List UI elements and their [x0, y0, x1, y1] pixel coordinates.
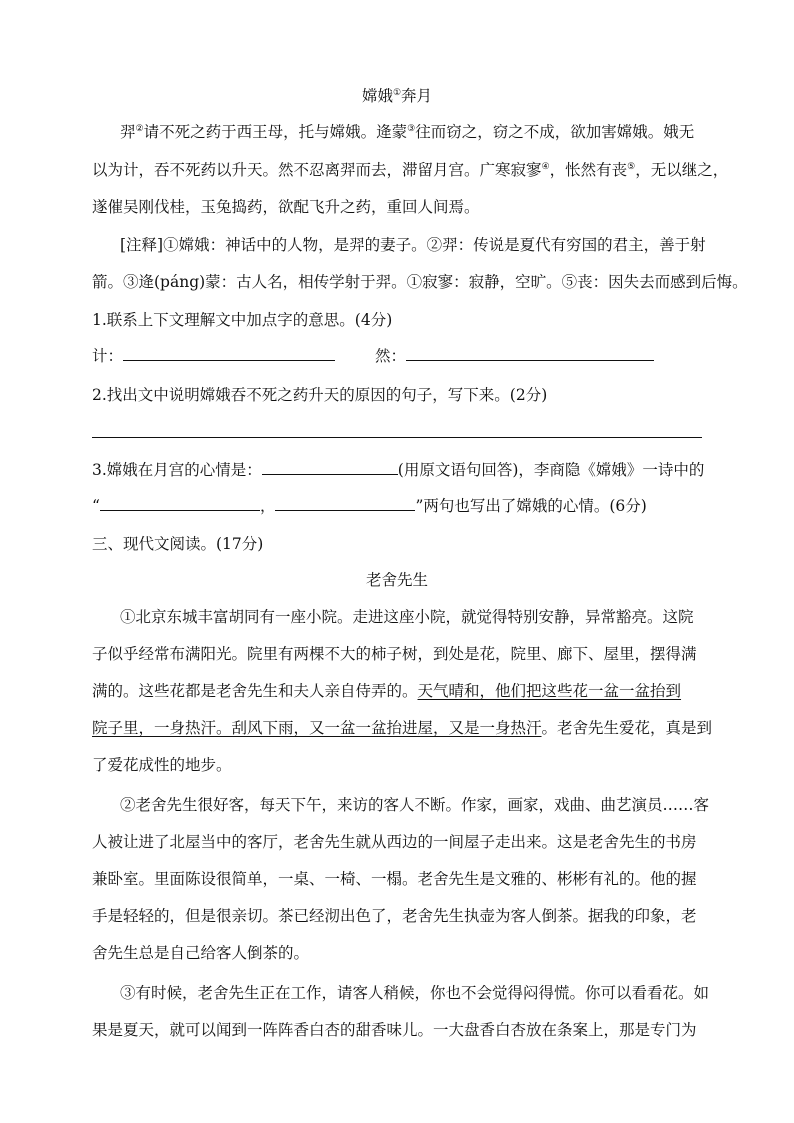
p2-line-3: 兼卧室。里面陈设很简单，一桌、一椅、一榻。老舍先生是文雅的、彬彬有礼的。他的握 [92, 870, 697, 888]
classical-title: 嫦娥①奔月 [361, 87, 433, 105]
answer-blank-mood[interactable] [262, 460, 398, 475]
notes-line-1: [注释]①嫦娥：神话中的人物，是羿的妻子。②羿：传说是夏代有穷国的君主，善于射 [120, 236, 706, 254]
modern-text-title: 老舍先生 [365, 571, 428, 589]
classical-text-line-2: 以为计，吞不死药以升天。然不忍离羿而去，滞留月宫。广寒寂寥④，怅然有丧⑤，无以继之， [92, 161, 729, 179]
p2-line-4: 手是轻轻的，但是很亲切。茶已经沏出色了，老舍先生执壶为客人倒茶。据我的印象，老 [92, 907, 697, 925]
p3-line-1: ③有时候，老舍先生正在工作，请客人稍候，你也不会觉得闷得慌。你可以看看花。如 [120, 984, 710, 1002]
answer-blank-poem-1[interactable] [100, 496, 260, 511]
p1-line-4: 院子里，一身热汗。刮风下雨，又一盆一盆抬进屋，又是一身热汗。老舍先生爱花，真是到 [92, 719, 713, 737]
p1-line-3: 满的。这些花都是老舍先生和夫人亲自侍弄的。天气晴和，他们把这些花一盆一盆抬到 [92, 682, 682, 700]
question-1-answer-row [92, 346, 654, 366]
classical-text-line-1: 羿②请不死之药于西王母，托与嫦娥。逄蒙③往而窃之，窃之不成，欲加害嫦娥。娥无 [120, 123, 695, 141]
p1-line-1: ①北京东城丰富胡同有一座小院。走进这座小院，就觉得特别安静，异常豁亮。这院 [120, 608, 694, 626]
p2-line-1: ②老舍先生很好客，每天下午，来访的客人不断。作家，画家，戏曲、曲艺演员……客 [120, 796, 710, 814]
section-3-heading: 三、现代文阅读。(17分) [92, 535, 264, 553]
answer-label-ran: 然： [375, 347, 407, 365]
question-3-line-1: 3.嫦娥在月宫的心情是： (用原文语句回答)，李商隐《嫦娥》一诗中的 [92, 461, 705, 479]
p2-line-2: 人被让进了北屋当中的客厅，老舍先生就从西边的一间屋子走出来。这是老舍先生的书房 [92, 833, 697, 851]
underlined-sentence: 天气晴和，他们把这些花一盆一盆抬到 [417, 682, 682, 700]
question-2-answer-line[interactable] [92, 437, 702, 438]
question-3-line-2: “ ， ”两句也写出了嫦娥的心情。(6分) [92, 497, 647, 515]
p1-line-5: 了爱花成性的地步。 [92, 756, 232, 774]
classical-text-line-3: 遂催吴刚伐桂，玉兔捣药，欲配飞升之药，重回人间焉。 [92, 198, 480, 216]
notes-line-2: 箭。③逄(páng)蒙：古人名，相传学射于羿。①寂寥：寂静，空旷。⑤丧：因失去而感到后悔。 [92, 273, 748, 291]
p1-line-2: 子似乎经常布满阳光。院里有两棵不大的柿子树，到处是花，院里、廊下、屋里，摆得满 [92, 645, 697, 663]
question-1: 1.联系上下文理解文中加点字的意思。(4分) [92, 311, 393, 329]
underlined-sentence-cont: 院子里，一身热汗。刮风下雨，又一盆一盆抬进屋，又是一身热汗 [92, 719, 542, 737]
p3-line-2: 果是夏天，就可以闻到一阵阵香白杏的甜香味儿。一大盘香白杏放在条案上，那是专门为 [92, 1021, 697, 1039]
answer-blank-ran[interactable] [406, 346, 654, 361]
answer-label-ji: 计： [92, 347, 124, 365]
answer-blank-poem-2[interactable] [275, 496, 415, 511]
p2-line-5: 舍先生总是自己给客人倒茶的。 [92, 944, 310, 962]
answer-blank-ji[interactable] [123, 346, 335, 361]
question-2: 2.找出文中说明嫦娥吞不死之药升天的原因的句子，写下来。(2分) [92, 386, 548, 404]
